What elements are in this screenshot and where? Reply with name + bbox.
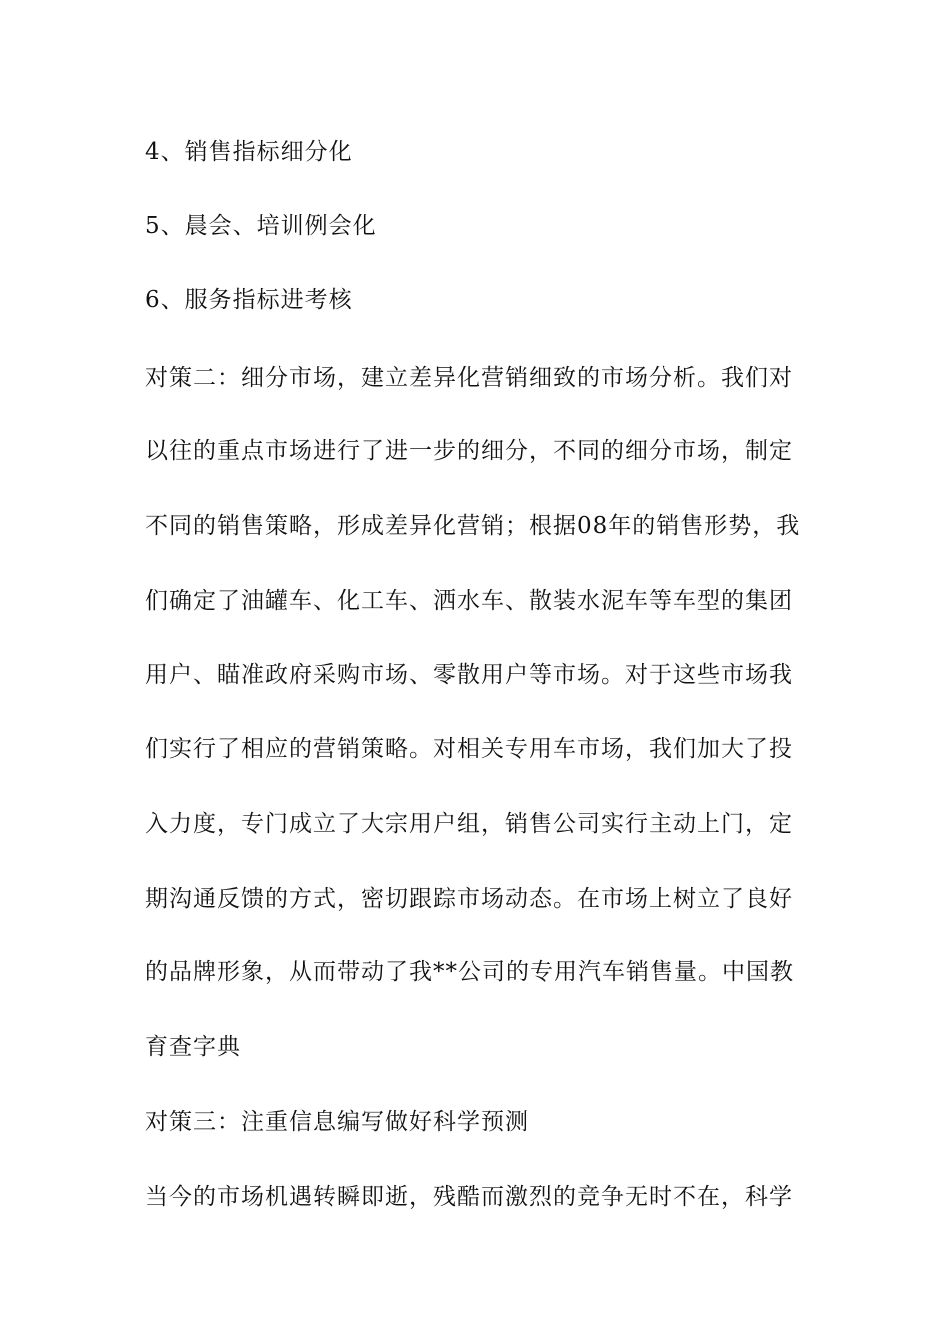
- paragraph-line: 用户、瞄准政府采购市场、零散用户等市场。对于这些市场我: [145, 662, 793, 688]
- paragraph-line: 期沟通反馈的方式，密切跟踪市场动态。在市场上树立了良好: [145, 886, 793, 912]
- list-item-service-targets: 6、服务指标进考核: [145, 287, 353, 313]
- paragraph-line: 不同的销售策略，形成差异化营销；根据08年的销售形势，我: [145, 513, 801, 539]
- list-item-sales-targets: 4、销售指标细分化: [145, 139, 353, 165]
- paragraph-line: 以往的重点市场进行了进一步的细分，不同的细分市场，制定: [145, 438, 793, 464]
- list-item-meetings: 5、晨会、培训例会化: [145, 213, 377, 239]
- paragraph-line: 们实行了相应的营销策略。对相关专用车市场，我们加大了投: [145, 736, 793, 762]
- paragraph-line: 入力度，专门成立了大宗用户组，销售公司实行主动上门，定: [145, 811, 793, 837]
- paragraph-line: 们确定了油罐车、化工车、洒水车、散装水泥车等车型的集团: [145, 588, 793, 614]
- paragraph-line: 育查字典: [145, 1034, 241, 1060]
- paragraph-line: 当今的市场机遇转瞬即逝，残酷而激烈的竞争无时不在，科学: [145, 1184, 793, 1210]
- paragraph-line: 的品牌形象，从而带动了我**公司的专用汽车销售量。中国教: [145, 959, 794, 985]
- section-heading: 对策三：注重信息编写做好科学预测: [145, 1109, 529, 1135]
- paragraph-line: 对策二：细分市场，建立差异化营销细致的市场分析。我们对: [145, 365, 793, 391]
